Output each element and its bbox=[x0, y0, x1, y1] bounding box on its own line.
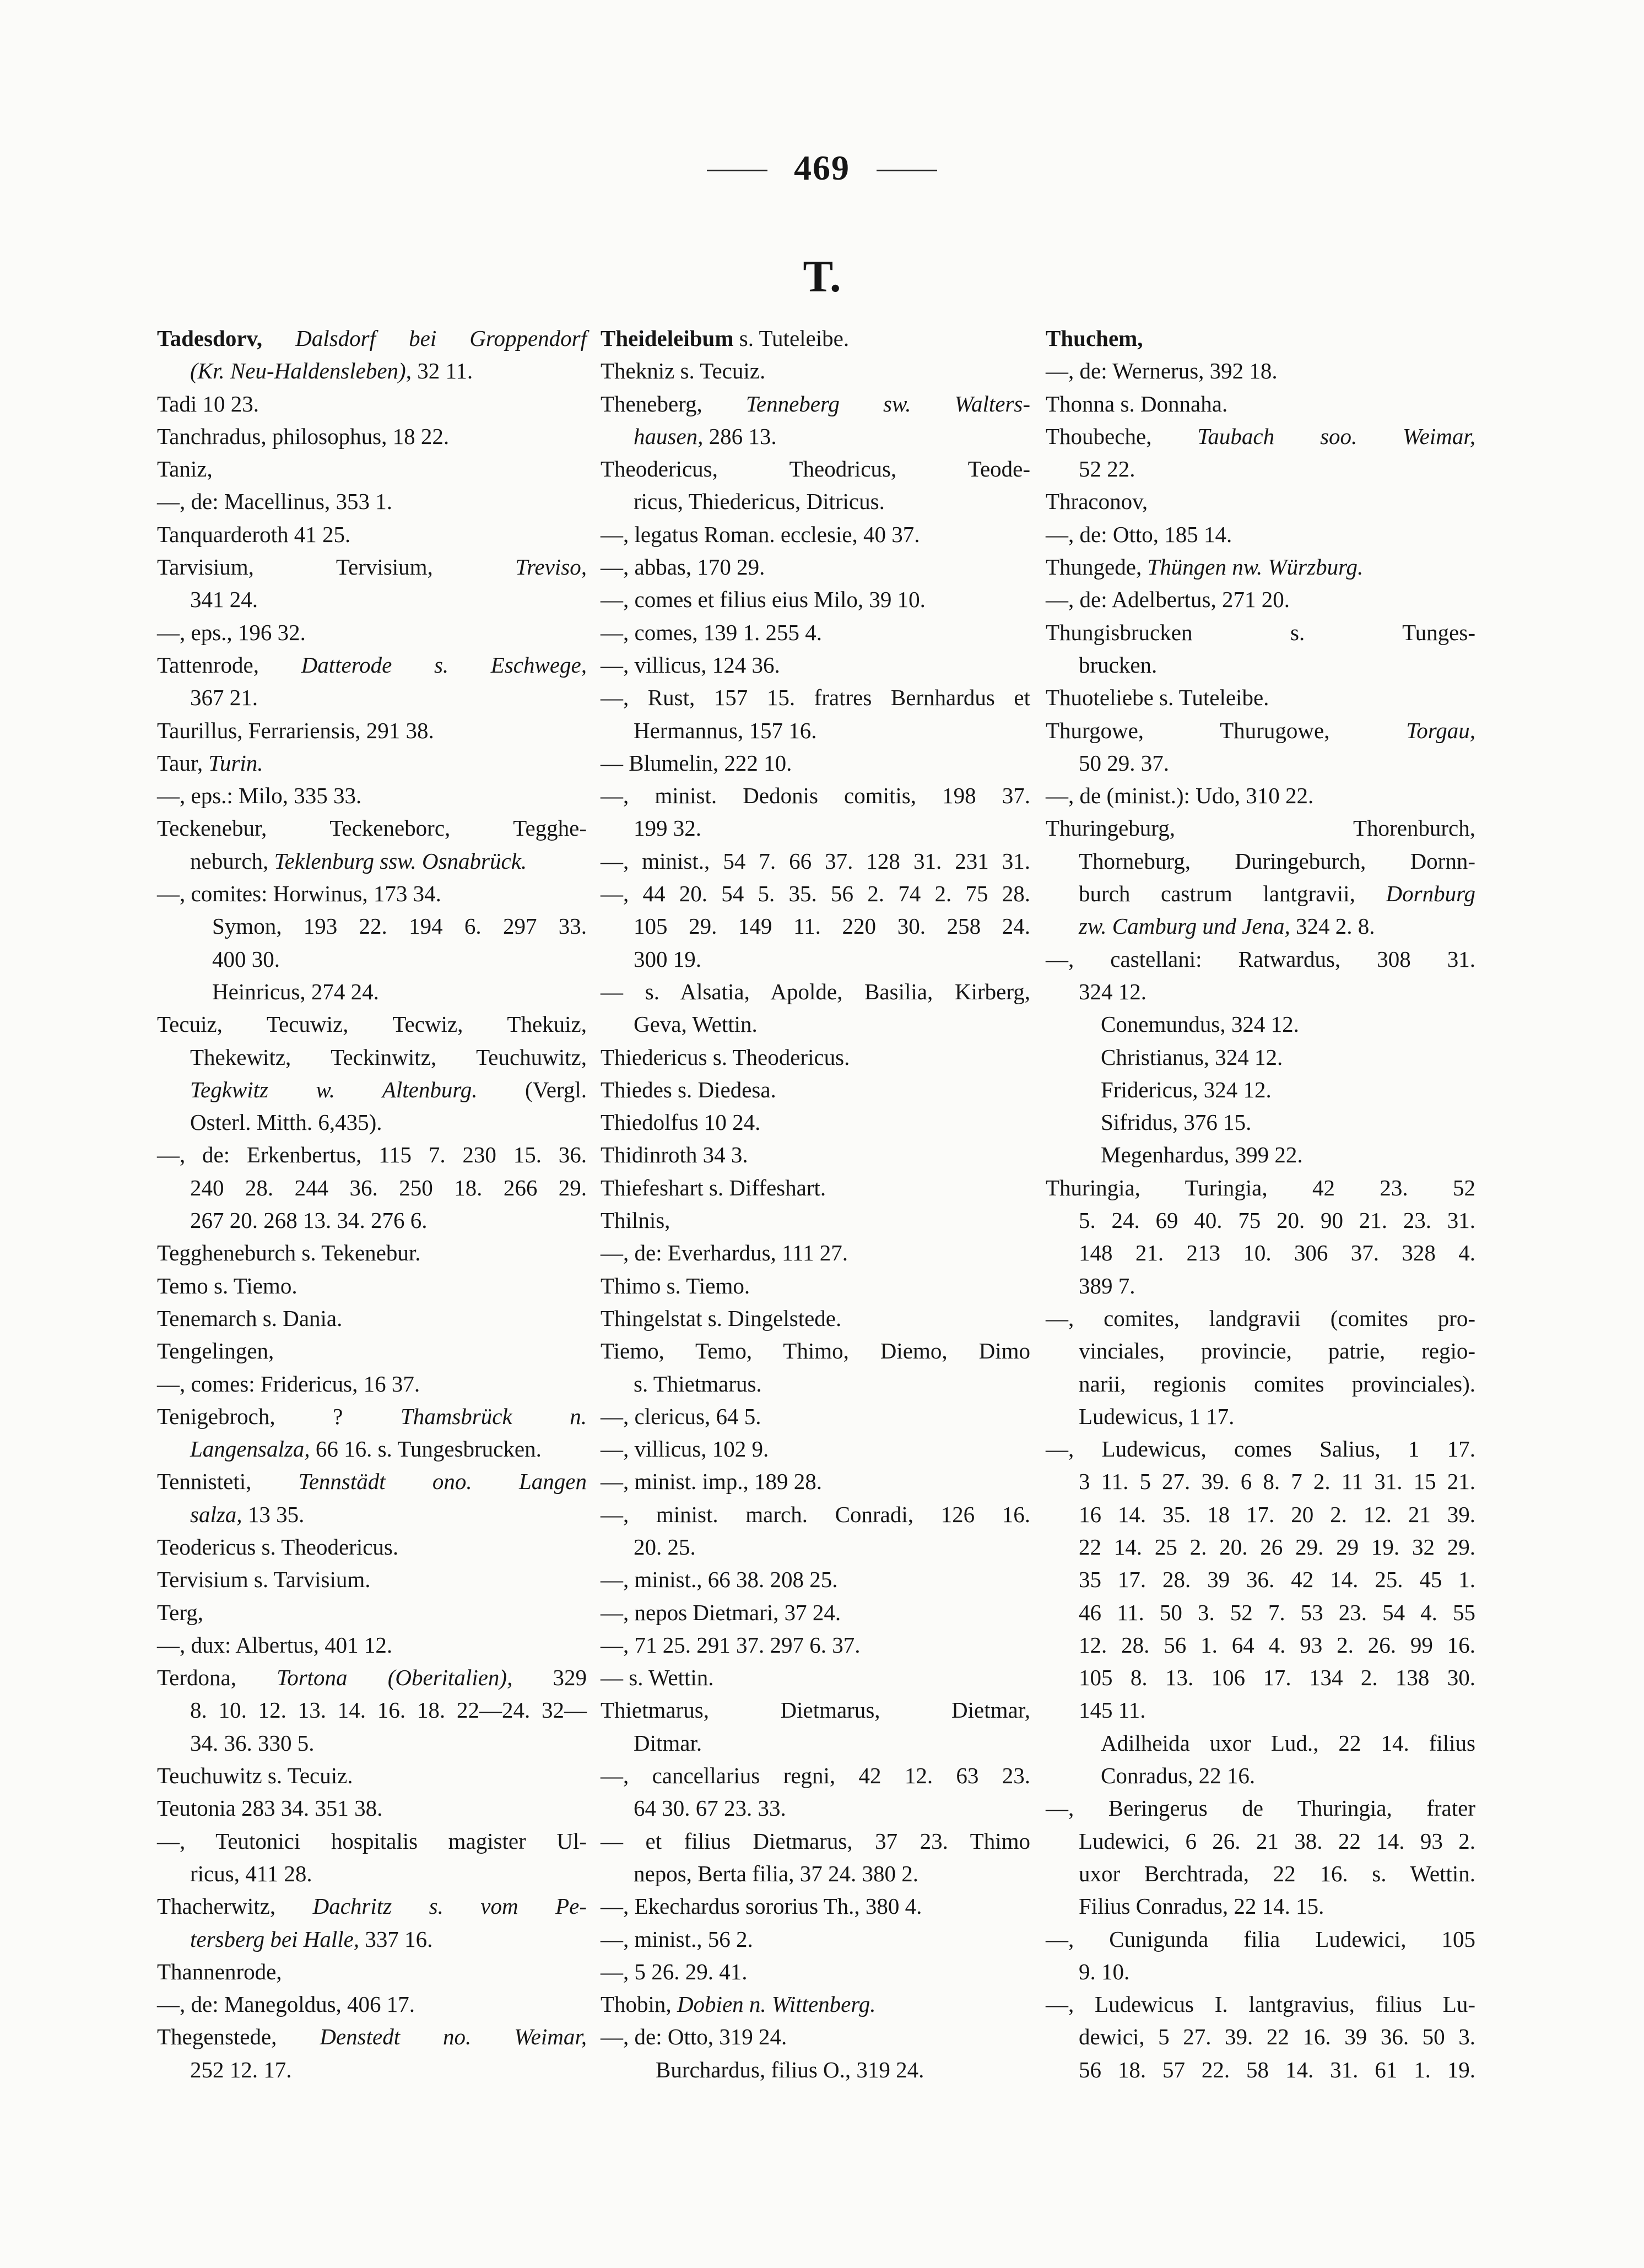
index-line: —, de: Adelbertus, 271 20. bbox=[1046, 587, 1290, 613]
index-line: Geva, Wettin. bbox=[634, 1011, 758, 1037]
index-line: Thidinroth 34 3. bbox=[601, 1142, 748, 1168]
index-line: —, villicus, 102 9. bbox=[601, 1436, 769, 1462]
index-line: —, Beringerus de Thuringia, frater bbox=[1046, 1795, 1475, 1821]
index-line: Theneberg, Tenneberg sw. Walters- bbox=[601, 391, 1030, 416]
index-line: Tadesdorv, Dalsdorf bei Groppendorf bbox=[157, 326, 587, 351]
index-line: salza, 13 35. bbox=[190, 1501, 305, 1527]
index-line: Tennisteti, Tennstädt ono. Langen bbox=[157, 1469, 587, 1495]
index-line: Thiefeshart s. Diffeshart. bbox=[601, 1174, 826, 1200]
index-line: — et filius Dietmarus, 37 23. Thimo bbox=[601, 1828, 1030, 1854]
index-line: 267 20. 268 13. 34. 276 6. bbox=[190, 1208, 428, 1233]
index-line: Osterl. Mitth. 6,435). bbox=[190, 1109, 382, 1135]
index-line: dewici, 5 27. 39. 22 16. 39 36. 50 3. bbox=[1079, 2024, 1475, 2050]
index-line: neburch, Teklenburg ssw. Osnabrück. bbox=[190, 848, 527, 874]
index-line: Thuringeburg, Thorenburch, bbox=[1046, 815, 1475, 841]
index-line: Langensalza, 66 16. s. Tungesbrucken. bbox=[190, 1436, 542, 1462]
index-line: —, eps.: Milo, 335 33. bbox=[157, 783, 362, 809]
index-line: —, minist. imp., 189 28. bbox=[601, 1469, 823, 1495]
index-column-1 bbox=[157, 322, 587, 2086]
index-line: —, 44 20. 54 5. 35. 56 2. 74 2. 75 28. bbox=[601, 881, 1030, 907]
index-line: Tenigebroch, ? Thamsbrück n. bbox=[157, 1403, 587, 1429]
index-line: —, eps., 196 32. bbox=[157, 619, 306, 645]
index-line: Tarvisium, Tervisium, Treviso, bbox=[157, 554, 587, 580]
index-line: —, comites, landgravii (comites pro- bbox=[1046, 1305, 1475, 1331]
index-line: Tervisium s. Tarvisium. bbox=[157, 1567, 371, 1593]
index-line: —, de: Otto, 185 14. bbox=[1046, 521, 1232, 547]
index-line: 52 22. bbox=[1079, 456, 1135, 482]
index-line: Conradus, 22 16. bbox=[1101, 1763, 1256, 1789]
index-line: ricus, Thiedericus, Ditricus. bbox=[634, 489, 885, 515]
index-column-2 bbox=[601, 322, 1030, 2086]
index-line: —, minist., 54 7. 66 37. 128 31. 231 31. bbox=[601, 848, 1030, 874]
index-line: Tattenrode, Datterode s. Eschwege, bbox=[157, 652, 587, 678]
index-line: Tenemarch s. Dania. bbox=[157, 1305, 343, 1331]
index-line: Thiedolfus 10 24. bbox=[601, 1109, 761, 1135]
index-line: Thungisbrucken s. Tunges- bbox=[1046, 619, 1475, 645]
index-line: Burchardus, filius O., 319 24. bbox=[656, 2056, 924, 2082]
index-line: Thegenstede, Denstedt no. Weimar, bbox=[157, 2024, 587, 2050]
index-line: Thurgowe, Thurugowe, Torgau, bbox=[1046, 717, 1475, 743]
index-line: —, minist. march. Conradi, 126 16. bbox=[601, 1501, 1030, 1527]
index-line: brucken. bbox=[1079, 652, 1158, 678]
index-line: —, Teutonici hospitalis magister Ul- bbox=[157, 1828, 587, 1854]
index-line: 300 19. bbox=[634, 946, 701, 972]
index-line: Thobin, Dobien n. Wittenberg. bbox=[601, 1991, 876, 2017]
index-line: Filius Conradus, 22 14. 15. bbox=[1079, 1893, 1324, 1919]
index-line: 35 17. 28. 39 36. 42 14. 25. 45 1. bbox=[1079, 1567, 1475, 1593]
index-line: —, de: Everhardus, 111 27. bbox=[601, 1240, 848, 1266]
index-line: Thuchem, bbox=[1046, 326, 1143, 351]
index-line: Thilnis, bbox=[601, 1208, 670, 1233]
index-line: Teckenebur, Teckeneborc, Tegghe- bbox=[157, 815, 587, 841]
index-line: 199 32. bbox=[634, 815, 701, 841]
index-line: —, comites: Horwinus, 173 34. bbox=[157, 881, 441, 907]
index-line: 145 11. bbox=[1079, 1697, 1146, 1723]
index-line: Tanchradus, philosophus, 18 22. bbox=[157, 423, 450, 449]
index-line: 367 21. bbox=[190, 685, 258, 711]
index-line: —, de: Manegoldus, 406 17. bbox=[157, 1991, 415, 2017]
index-line: uxor Berchtrada, 22 16. s. Wettin. bbox=[1079, 1860, 1475, 1886]
index-line: —, villicus, 124 36. bbox=[601, 652, 780, 678]
index-line: Conemundus, 324 12. bbox=[1101, 1011, 1299, 1037]
index-line: —, castellani: Ratwardus, 308 31. bbox=[1046, 946, 1475, 972]
index-line: ricus, 411 28. bbox=[190, 1860, 312, 1886]
index-line: Heinricus, 274 24. bbox=[212, 978, 379, 1004]
index-line: Terg, bbox=[157, 1599, 204, 1625]
index-line: Symon, 193 22. 194 6. 297 33. bbox=[212, 913, 587, 939]
index-line: 64 30. 67 23. 33. bbox=[634, 1795, 786, 1821]
index-line: narii, regionis comites provinciales). bbox=[1079, 1371, 1475, 1396]
page-number-text: 469 bbox=[794, 148, 850, 187]
index-line: Adilheida uxor Lud., 22 14. filius bbox=[1101, 1730, 1475, 1756]
index-line: Thonna s. Donnaha. bbox=[1046, 391, 1228, 416]
index-line: 56 18. 57 22. 58 14. 31. 61 1. 19. bbox=[1079, 2056, 1475, 2082]
index-line: Tengelingen, bbox=[157, 1338, 274, 1364]
index-line: Thorneburg, Duringeburch, Dornn- bbox=[1079, 848, 1475, 874]
index-line: Thoubeche, Taubach soo. Weimar, bbox=[1046, 423, 1475, 449]
index-line: Theideleibum s. Tuteleibe. bbox=[601, 326, 850, 351]
index-line: —, dux: Albertus, 401 12. bbox=[157, 1632, 393, 1658]
index-line: 148 21. 213 10. 306 37. 328 4. bbox=[1079, 1240, 1475, 1266]
page-number-dash-left bbox=[707, 170, 767, 171]
index-line: 34. 36. 330 5. bbox=[190, 1730, 315, 1756]
index-line: Hermannus, 157 16. bbox=[634, 717, 817, 743]
index-line: 50 29. 37. bbox=[1079, 750, 1169, 776]
index-line: —, abbas, 170 29. bbox=[601, 554, 765, 580]
index-line: Tecuiz, Tecuwiz, Tecwiz, Thekuiz, bbox=[157, 1011, 587, 1037]
index-line: —, de: Erkenbertus, 115 7. 230 15. 36. bbox=[157, 1142, 587, 1168]
index-line: Thungede, Thüngen nw. Würzburg. bbox=[1046, 554, 1364, 580]
index-line: Taur, Turin. bbox=[157, 750, 263, 776]
index-line: 389 7. bbox=[1079, 1273, 1135, 1298]
index-line: 252 12. 17. bbox=[190, 2056, 292, 2082]
index-line: Tadi 10 23. bbox=[157, 391, 259, 416]
index-line: —, Cunigunda filia Ludewici, 105 bbox=[1046, 1926, 1475, 1952]
index-line: 16 14. 35. 18 17. 20 2. 12. 21 39. bbox=[1079, 1501, 1475, 1527]
index-line: —, Ludewicus I. lantgravius, filius Lu- bbox=[1046, 1991, 1475, 2017]
index-line: Ditmar. bbox=[634, 1730, 702, 1756]
index-line: Taniz, bbox=[157, 456, 213, 482]
page-number-dash-right bbox=[877, 170, 937, 171]
index-line: —, legatus Roman. ecclesie, 40 37. bbox=[601, 521, 920, 547]
index-line: 20. 25. bbox=[634, 1534, 696, 1560]
index-line: 240 28. 244 36. 250 18. 266 29. bbox=[190, 1174, 587, 1200]
index-line: 324 12. bbox=[1079, 978, 1147, 1004]
index-line: Thiedes s. Diedesa. bbox=[601, 1076, 776, 1102]
index-line: Ludewici, 6 26. 21 38. 22 14. 93 2. bbox=[1079, 1828, 1475, 1854]
index-line: 22 14. 25 2. 20. 26 29. 29 19. 32 29. bbox=[1079, 1534, 1475, 1560]
page-number bbox=[0, 148, 1644, 188]
index-line: Terdona, Tortona (Oberitalien), 329 bbox=[157, 1665, 587, 1691]
index-line: 400 30. bbox=[212, 946, 280, 972]
index-line: zw. Camburg und Jena, 324 2. 8. bbox=[1079, 913, 1375, 939]
index-line: 105 8. 13. 106 17. 134 2. 138 30. bbox=[1079, 1665, 1475, 1691]
index-line: Thuringia, Turingia, 42 23. 52 bbox=[1046, 1174, 1475, 1200]
index-line: Christianus, 324 12. bbox=[1101, 1044, 1283, 1070]
index-line: —, minist., 56 2. bbox=[601, 1926, 753, 1952]
index-line: Tanquarderoth 41 25. bbox=[157, 521, 351, 547]
index-line: Teuchuwitz s. Tecuiz. bbox=[157, 1763, 353, 1789]
index-line: Tegkwitz w. Altenburg. (Vergl. bbox=[190, 1076, 587, 1102]
index-line: —, comes et filius eius Milo, 39 10. bbox=[601, 587, 926, 613]
index-line: Sifridus, 376 15. bbox=[1101, 1109, 1252, 1135]
index-line: Thacherwitz, Dachritz s. vom Pe- bbox=[157, 1893, 587, 1919]
index-line: —, minist. Dedonis comitis, 198 37. bbox=[601, 783, 1030, 809]
index-line: —, comes: Fridericus, 16 37. bbox=[157, 1371, 420, 1396]
index-line: —, de: Otto, 319 24. bbox=[601, 2024, 787, 2050]
index-line: tersberg bei Halle, 337 16. bbox=[190, 1926, 433, 1952]
index-line: Thraconov, bbox=[1046, 489, 1148, 515]
index-line: —, Ludewicus, comes Salius, 1 17. bbox=[1046, 1436, 1475, 1462]
index-line: Thuoteliebe s. Tuteleibe. bbox=[1046, 685, 1269, 711]
index-line: hausen, 286 13. bbox=[634, 423, 777, 449]
index-line: 3 11. 5 27. 39. 6 8. 7 2. 11 31. 15 21. bbox=[1079, 1469, 1475, 1495]
index-column-3 bbox=[1046, 322, 1475, 2086]
index-line: —, comes, 139 1. 255 4. bbox=[601, 619, 822, 645]
index-line: —, de (minist.): Udo, 310 22. bbox=[1046, 783, 1314, 809]
index-line: (Kr. Neu-Haldensleben), 32 11. bbox=[190, 358, 473, 384]
index-line: —, de: Macellinus, 353 1. bbox=[157, 489, 393, 515]
index-line: Thekewitz, Teckinwitz, Teuchuwitz, bbox=[190, 1044, 587, 1070]
index-line: — Blumelin, 222 10. bbox=[601, 750, 792, 776]
index-line: burch castrum lantgravii, Dornburg bbox=[1079, 881, 1475, 907]
index-line: Temo s. Tiemo. bbox=[157, 1273, 298, 1298]
index-line: — s. Alsatia, Apolde, Basilia, Kirberg, bbox=[601, 978, 1030, 1004]
index-line: —, Rust, 157 15. fratres Bernhardus et bbox=[601, 685, 1030, 711]
index-line: 5. 24. 69 40. 75 20. 90 21. 23. 31. bbox=[1079, 1208, 1475, 1233]
index-line: 8. 10. 12. 13. 14. 16. 18. 22—24. 32— bbox=[190, 1697, 587, 1723]
index-line: 46 11. 50 3. 52 7. 53 23. 54 4. 55 bbox=[1079, 1599, 1475, 1625]
index-line: —, minist., 66 38. 208 25. bbox=[601, 1567, 838, 1593]
index-line: Thiedericus s. Theodericus. bbox=[601, 1044, 850, 1070]
section-letter: T. bbox=[803, 251, 841, 301]
index-line: Teutonia 283 34. 351 38. bbox=[157, 1795, 383, 1821]
index-line: Megenhardus, 399 22. bbox=[1101, 1142, 1303, 1168]
index-line: Tiemo, Temo, Thimo, Diemo, Dimo bbox=[601, 1338, 1030, 1364]
index-line: Teggheneburch s. Tekenebur. bbox=[157, 1240, 421, 1266]
index-line: —, cancellarius regni, 42 12. 63 23. bbox=[601, 1763, 1030, 1789]
index-line: Teodericus s. Theodericus. bbox=[157, 1534, 399, 1560]
index-line: Theodericus, Theodricus, Teode- bbox=[601, 456, 1030, 482]
index-line: 341 24. bbox=[190, 587, 258, 613]
index-line: —, 71 25. 291 37. 297 6. 37. bbox=[601, 1632, 861, 1658]
index-line: — s. Wettin. bbox=[601, 1665, 714, 1691]
index-line: Fridericus, 324 12. bbox=[1101, 1076, 1272, 1102]
index-line: Thietmarus, Dietmarus, Dietmar, bbox=[601, 1697, 1030, 1723]
index-line: —, de: Wernerus, 392 18. bbox=[1046, 358, 1278, 384]
index-line: —, 5 26. 29. 41. bbox=[601, 1958, 748, 1984]
index-line: Ludewicus, 1 17. bbox=[1079, 1403, 1235, 1429]
index-line: 9. 10. bbox=[1079, 1958, 1130, 1984]
index-line: 12. 28. 56 1. 64 4. 93 2. 26. 99 16. bbox=[1079, 1632, 1475, 1658]
index-line: —, nepos Dietmari, 37 24. bbox=[601, 1599, 841, 1625]
index-line: Thingelstat s. Dingelstede. bbox=[601, 1305, 842, 1331]
index-line: Taurillus, Ferrariensis, 291 38. bbox=[157, 717, 434, 743]
index-line: s. Thietmarus. bbox=[634, 1371, 762, 1396]
index-line: vinciales, provincie, patrie, regio- bbox=[1079, 1338, 1475, 1364]
index-line: Thekniz s. Tecuiz. bbox=[601, 358, 766, 384]
index-line: nepos, Berta filia, 37 24. 380 2. bbox=[634, 1860, 918, 1886]
index-line: Thannenrode, bbox=[157, 1958, 282, 1984]
index-line: —, clericus, 64 5. bbox=[601, 1403, 761, 1429]
index-line: —, Ekechardus sororius Th., 380 4. bbox=[601, 1893, 922, 1919]
index-line: 105 29. 149 11. 220 30. 258 24. bbox=[634, 913, 1030, 939]
index-line: Thimo s. Tiemo. bbox=[601, 1273, 750, 1298]
